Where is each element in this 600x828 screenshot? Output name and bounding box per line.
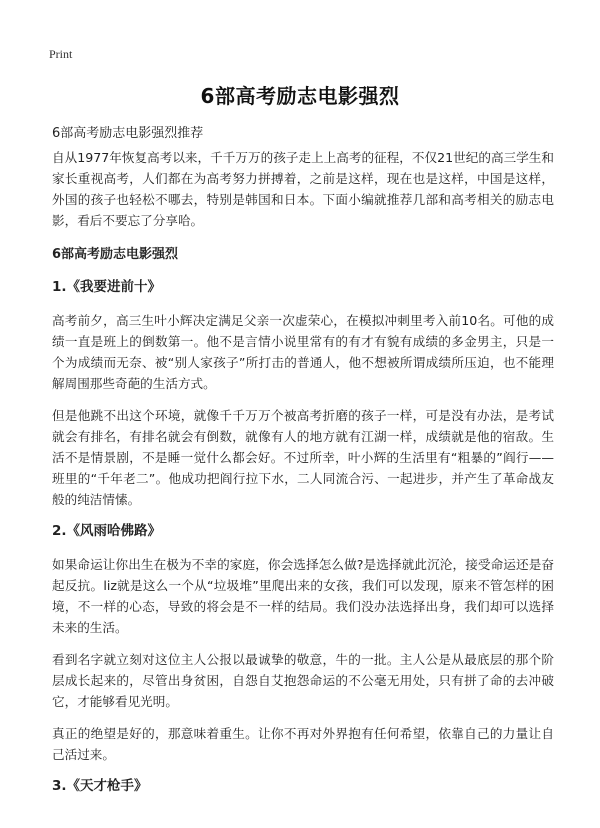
movie-2-paragraph-2: 看到名字就立刻对这位主人公报以最诚挚的敬意，牛的一批。主人公是从最底层的那个阶层成长起来的，尽管出身贫困，自怨自艾抱怨命运的不公毫无用处，只有拼了命的去冲破它，才能够看见光明。 <box>52 652 554 709</box>
movie-2-paragraph-3: 真正的绝望是好的，那意味着重生。让你不再对外界抱有任何希望，依靠自己的力量让自己活过来。 <box>52 726 554 762</box>
section-heading: 6部高考励志电影强烈 <box>52 247 179 262</box>
page-title: 6部高考励志电影强烈 <box>200 84 400 108</box>
print-link[interactable]: Print <box>49 47 73 61</box>
movie-1-paragraph-2: 但是他跳不出这个环境，就像千千万万个被高考折磨的孩子一样，可是没有办法，是考试就会有排名，有排名就会有倒数，就像有人的地方就有江湖一样，成绩就是他的宿敌。生活不是情景剧，不是睡一觉什么都会好。不过所幸，叶小辉的生活里有“粗暴的”阎行——班里的“千年老二”。他成功把阎行拉下水，二人同流合污、一起进步，并产生了革命战友般的纯洁情愫。 <box>52 408 554 507</box>
intro-paragraph: 自从1977年恢复高考以来，千千万万的孩子走上上高考的征程，不仅21世纪的高三学生和家长重视高考，人们都在为高考努力拼搏着，之前是这样，现在也是这样，中国是这样，外国的孩子也轻松不哪去，特别是韩国和日本。下面小编就推荐几部和高考相关的励志电影，看后不要忘了分享哈。 <box>52 150 554 228</box>
article-subtitle: 6部高考励志电影强烈推荐 <box>52 126 204 141</box>
movie-heading-3: 3.《天才枪手》 <box>52 778 148 794</box>
article-content <box>52 147 554 809</box>
movie-heading-1: 1.《我要进前十》 <box>52 279 162 295</box>
movie-1-paragraph-1: 高考前夕，高三生叶小辉决定满足父亲一次虚荣心，在模拟冲刺里考入前10名。可他的成绩一直是班上的倒数第一。他不是言情小说里常有的有才有貌有成绩的多金男主，只是一个为成绩而无奈、被“别人家孩子”所打击的普通人，他不想被所谓成绩所压迫，也不能理解周围那些奇葩的生活方式。 <box>52 313 554 391</box>
movie-heading-2: 2.《风雨哈佛路》 <box>52 523 162 539</box>
movie-2-paragraph-1: 如果命运让你出生在极为不幸的家庭，你会选择怎么做?是选择就此沉沦，接受命运还是奋起反抗。liz就是这么一个从“垃圾堆”里爬出来的女孩，我们可以发现，原来不管怎样的困境，不一样的心态，导致的将会是不一样的结局。我们没办法选择出身，我们却可以选择未来的生活。 <box>52 557 554 635</box>
